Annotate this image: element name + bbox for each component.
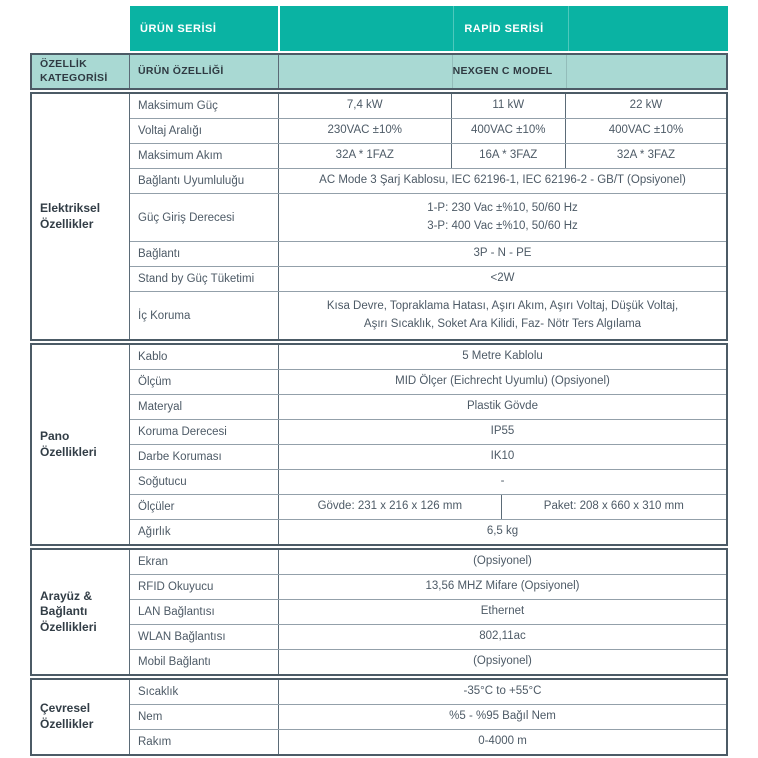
header-spacer — [30, 6, 130, 51]
section-rows — [130, 680, 726, 754]
property-label: RFID Okuyucu — [130, 575, 279, 599]
spec-row — [130, 345, 726, 370]
value-cell: %5 - %95 Bağıl Nem — [449, 710, 556, 723]
spec-row — [130, 370, 726, 395]
value-cell: -35°C to +55°C — [463, 685, 542, 698]
property-label: Voltaj Aralığı — [130, 119, 279, 143]
value-cell: 32A * 1FAZ — [279, 144, 452, 168]
property-label: Soğutucu — [130, 470, 279, 494]
spec-row — [130, 495, 726, 520]
value-cells — [279, 144, 726, 168]
category-label: Çevresel Özellikler — [32, 680, 130, 754]
value-line: 3-P: 400 Vac ±%10, 50/60 Hz — [427, 219, 578, 232]
spec-row — [130, 600, 726, 625]
spec-row — [130, 680, 726, 705]
property-column-header: ÜRÜN ÖZELLİĞİ — [130, 55, 279, 88]
value-cell: Plastik Gövde — [467, 400, 538, 413]
value-cell: Ethernet — [480, 605, 525, 618]
header-column-divider — [568, 6, 569, 51]
header-column-divider — [452, 55, 453, 88]
spec-row — [130, 242, 726, 267]
property-label: Darbe Koruması — [130, 445, 279, 469]
value-cells — [279, 705, 726, 729]
spec-row — [130, 470, 726, 495]
value-cell: (Opsiyonel) — [473, 655, 532, 668]
value-cells — [279, 345, 726, 369]
value-cell: 400VAC ±10% — [452, 119, 566, 143]
header-column-divider — [453, 6, 454, 51]
category-label: Pano Özellikleri — [32, 345, 130, 544]
spec-row — [130, 550, 726, 575]
value-cell: 11 kW — [452, 94, 566, 118]
value-cells — [279, 420, 726, 444]
category-label: Elektriksel Özellikler — [32, 94, 130, 339]
value-cell: 6,5 kg — [486, 525, 519, 538]
value-cell: Gövde: 231 x 216 x 126 mm — [279, 495, 502, 519]
property-label: Bağlantı — [130, 242, 279, 266]
value-line: Kısa Devre, Topraklama Hatası, Aşırı Akım, Aşırı Voltaj, Düşük Voltaj, — [326, 299, 679, 312]
spec-section — [30, 548, 728, 676]
value-cell: 32A * 3FAZ — [616, 149, 676, 162]
value-cells — [279, 730, 726, 754]
value-cells — [279, 194, 726, 241]
value-cells — [279, 267, 726, 291]
property-label: WLAN Bağlantısı — [130, 625, 279, 649]
spec-row — [130, 705, 726, 730]
model-name-label: NEXGEN C MODEL — [452, 64, 553, 77]
property-label: Güç Giriş Derecesi — [130, 194, 279, 241]
section-rows — [130, 94, 726, 339]
value-cell: 7,4 kW — [279, 94, 452, 118]
value-cells — [279, 395, 726, 419]
spec-row — [130, 395, 726, 420]
value-cell: 230VAC ±10% — [279, 119, 452, 143]
value-cell: 13,56 MHZ Mifare (Opsiyonel) — [425, 580, 580, 593]
value-cell: Paket: 208 x 660 x 310 mm — [543, 500, 684, 513]
spec-sections — [30, 92, 728, 756]
property-label: Ağırlık — [130, 520, 279, 544]
spec-row — [130, 650, 726, 674]
series-name-cell — [280, 6, 728, 51]
value-cells — [279, 94, 726, 118]
category-column-header: ÖZELLİK KATEGORİSİ — [32, 55, 130, 88]
property-label: Mobil Bağlantı — [130, 650, 279, 674]
spec-section — [30, 343, 728, 546]
spec-sheet — [30, 6, 728, 758]
property-label: Ekran — [130, 550, 279, 574]
value-line: Aşırı Sıcaklık, Soket Ara Kilidi, Faz- Nötr Ters Algılama — [363, 317, 642, 330]
property-label: Sıcaklık — [130, 680, 279, 704]
spec-row — [130, 520, 726, 544]
value-cells — [279, 550, 726, 574]
value-cell: IP55 — [490, 425, 515, 438]
category-label: Arayüz & Bağlantı Özellikleri — [32, 550, 130, 674]
spec-row — [130, 119, 726, 144]
spec-row — [130, 420, 726, 445]
value-cell: MID Ölçer (Eichrecht Uyumlu) (Opsiyonel) — [395, 375, 610, 388]
property-label: Rakım — [130, 730, 279, 754]
spec-row — [130, 94, 726, 119]
property-label: Koruma Derecesi — [130, 420, 279, 444]
spec-row — [130, 292, 726, 339]
value-cells — [279, 445, 726, 469]
value-cell: 5 Metre Kablolu — [462, 350, 543, 363]
value-cells — [279, 470, 726, 494]
property-label: Kablo — [130, 345, 279, 369]
spec-row — [130, 169, 726, 194]
value-cells — [279, 119, 726, 143]
spec-row — [130, 625, 726, 650]
spec-section — [30, 92, 728, 341]
value-cells — [279, 242, 726, 266]
spec-row — [130, 445, 726, 470]
value-cells — [279, 169, 726, 193]
value-cell: IK10 — [490, 450, 515, 463]
value-cells — [279, 650, 726, 674]
value-cell: AC Mode 3 Şarj Kablosu, IEC 62196-1, IEC 62196-2 - GB/T (Opsiyonel) — [319, 174, 686, 187]
property-label: İç Koruma — [130, 292, 279, 339]
value-cell: (Opsiyonel) — [473, 555, 532, 568]
value-cells — [279, 575, 726, 599]
series-header-row — [30, 6, 728, 51]
value-cell — [279, 194, 726, 241]
spec-row — [130, 194, 726, 242]
value-cell: 400VAC ±10% — [608, 124, 684, 137]
model-header-row — [30, 53, 728, 90]
value-cells — [279, 370, 726, 394]
property-label: Stand by Güç Tüketimi — [130, 267, 279, 291]
series-name-label: RAPİD SERİSİ — [464, 22, 544, 35]
spec-row — [130, 267, 726, 292]
property-label: Maksimum Akım — [130, 144, 279, 168]
value-cells — [279, 680, 726, 704]
value-line: 1-P: 230 Vac ±%10, 50/60 Hz — [427, 201, 578, 214]
property-label: Ölçüm — [130, 370, 279, 394]
spec-row — [130, 575, 726, 600]
value-cells — [279, 600, 726, 624]
section-rows — [130, 345, 726, 544]
property-label: LAN Bağlantısı — [130, 600, 279, 624]
value-cells — [279, 292, 726, 339]
product-series-header-cell: ÜRÜN SERİSİ — [130, 6, 278, 51]
value-cell: 802,11ac — [479, 630, 526, 643]
property-label: Nem — [130, 705, 279, 729]
value-cell: 22 kW — [629, 99, 663, 112]
spec-row — [130, 144, 726, 169]
value-cells — [279, 520, 726, 544]
property-label: Ölçüler — [130, 495, 279, 519]
value-cells — [279, 495, 726, 519]
value-cells — [279, 625, 726, 649]
model-name-cell — [279, 55, 726, 88]
property-label: Materyal — [130, 395, 279, 419]
property-label: Maksimum Güç — [130, 94, 279, 118]
value-cell: <2W — [490, 272, 515, 285]
value-cell: 16A * 3FAZ — [452, 144, 566, 168]
property-label: Bağlantı Uyumluluğu — [130, 169, 279, 193]
value-cell: 0-4000 m — [478, 735, 527, 748]
spec-row — [130, 730, 726, 754]
header-column-divider — [566, 55, 567, 88]
section-rows — [130, 550, 726, 674]
value-cell: - — [500, 475, 505, 488]
spec-section — [30, 678, 728, 756]
value-cell: 3P - N - PE — [473, 247, 532, 260]
value-cell — [279, 292, 726, 339]
